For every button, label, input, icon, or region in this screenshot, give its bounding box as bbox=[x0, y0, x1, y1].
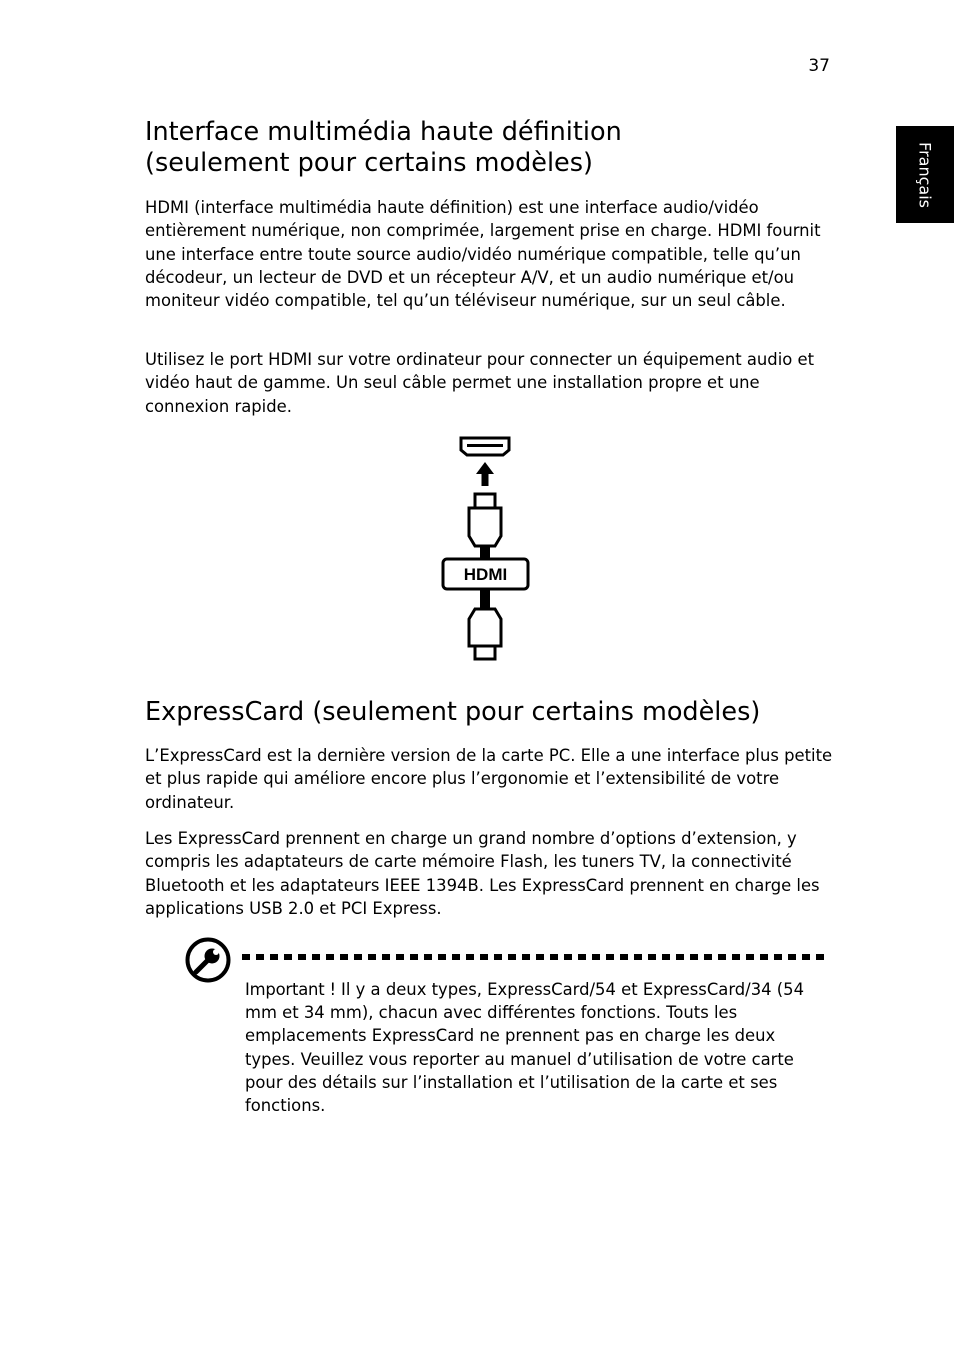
language-tab-label: Français bbox=[915, 141, 935, 208]
note-divider bbox=[242, 954, 828, 960]
hdmi-paragraph-2: Utilisez le port HDMI sur votre ordinateur pour connecter un équipement audio et vidéo haut de gamme. Un seul câble permet une installation propre et une connexion rapide. bbox=[145, 350, 814, 416]
hdmi-section-title bbox=[145, 117, 835, 179]
hdmi-plug-bottom-icon bbox=[469, 589, 501, 659]
expresscard-paragraph-1: L’ExpressCard est la dernière version de la carte PC. Elle a une interface plus petite et plus rapide qui améliore encore plus l’ergonomie et l’extensibilité de votre ordinateur. bbox=[145, 746, 833, 812]
important-note-label: Important ! bbox=[245, 980, 336, 999]
page-number: 37 bbox=[808, 56, 830, 76]
important-note-text: Il y a deux types, ExpressCard/54 et ExpressCard/34 (54 mm et 34 mm), chacun avec différentes fonctions. Touts les emplacements ExpressCard ne prennent pas en charge les deux types. Veuillez vous reporter au manuel d’utilisation de votre carte pour des détails sur l’installation et l’utilisation de la carte et ses fonctions. bbox=[245, 980, 805, 1116]
hdmi-label-box bbox=[443, 559, 528, 589]
hdmi-paragraph-1: HDMI (interface multimédia haute définition) est une interface audio/vidéo entièrement numérique, non comprimée, largement prise en charge. HDMI fournit une interface entre toute source audio/vidéo numérique compatible, telle qu’un décodeur, un lecteur de DVD et un récepteur A/V, et un audio numérique et/ou moniteur vidéo compatible, tel qu’un téléviseur numérique, sur un seul câble. bbox=[145, 198, 821, 311]
hdmi-label-text: HDMI bbox=[463, 565, 508, 584]
wrench-icon bbox=[185, 937, 231, 983]
arrow-up-icon bbox=[476, 462, 494, 486]
language-tab bbox=[896, 126, 954, 223]
hdmi-title-line1: Interface multimédia haute définition bbox=[145, 117, 622, 147]
hdmi-plug-top-icon bbox=[469, 494, 501, 560]
hdmi-title-line2: (seulement pour certains modèles) bbox=[145, 148, 593, 178]
hdmi-connector-illustration bbox=[436, 432, 536, 664]
expresscard-paragraph-2: Les ExpressCard prennent en charge un grand nombre d’options d’extension, y compris les adaptateurs de carte mémoire Flash, les tuners TV, la connectivité Bluetooth et les adaptateurs IEEE 1394B. Les ExpressCard prennent en charge les applications USB 2.0 et PCI Express. bbox=[145, 829, 820, 918]
expresscard-section-title: ExpressCard (seulement pour certains modèles) bbox=[145, 697, 761, 727]
hdmi-port-icon bbox=[461, 438, 509, 455]
important-note bbox=[245, 978, 830, 1117]
